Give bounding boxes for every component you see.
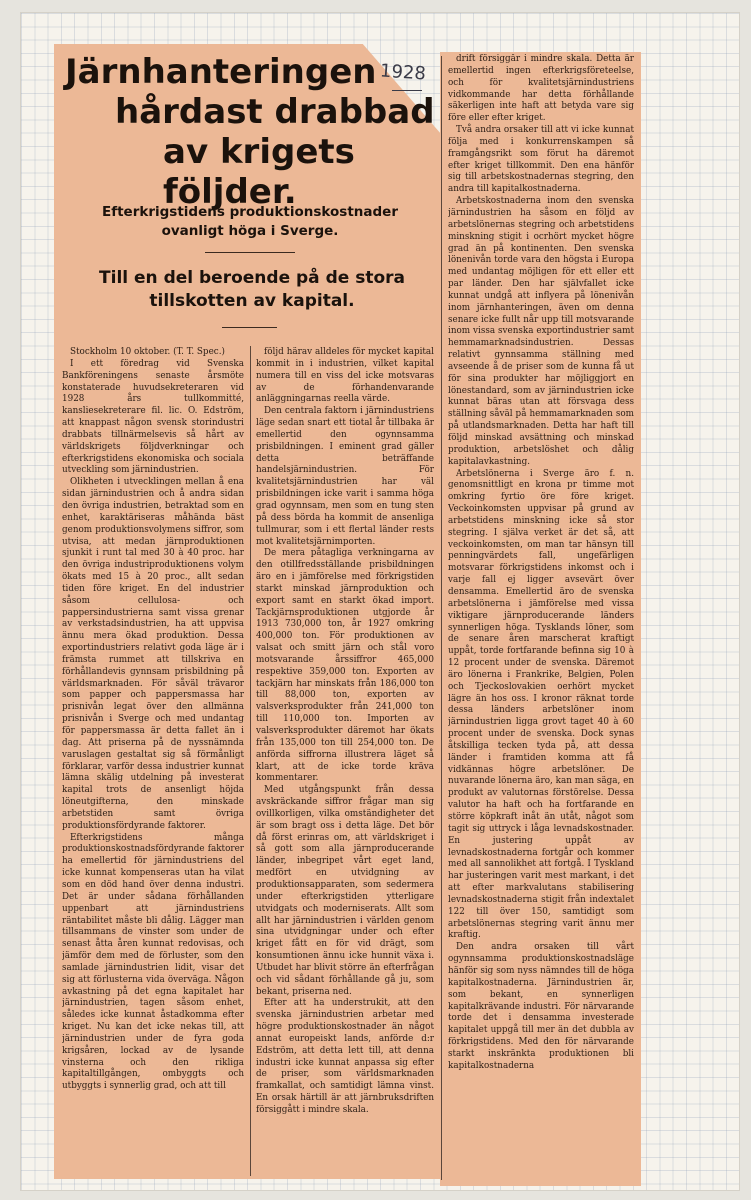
subheadline-1: Efterkrigstidens produktionskostnader ovanligt höga i Sverge. [102,204,398,239]
divider-rule-1 [205,252,295,253]
headline-line-3: av krigets följder. [163,132,355,212]
column-1-paragraph: Stockholm 10 oktober. (T. T. Spec.) [70,347,225,357]
column-3-paragraph: drift försiggår i mindre skala. Detta är emellertid ingen efterkrigsföreteelse, och för kvalitetsjärnindustriens vidkommande har detta förhållande säkerligen inte haft att betyda vare sig före eller efter kriget. [448,54,634,124]
column-1-paragraph: Efterkrigstidens många produktionskostnadsfördyrande faktorer ha emellertid för järnindustriens del icke kunnat kompenseras utan ha vilat som en död hand över denna industri. Det är under sådana förhållanden uppenbart att järnindustriens räntabilitet måste bli dålig. Lägger man tillsammans de vinster som under de senast åtta åren kunnat redovisas, och jämför dem med de förluster, som den samlade järnindustrien lidit, visar det sig att förlusterna vida överväga. Någon avkastning på det egna kapitalet har järnindustrien, tagen såsom enhet, således icke kunnat åstadkomma efter kriget. Nu kan det icke nekas till, att järnindustrien under de fyra goda krigsåren, lockad av de lysande vinsterna och den rikliga kapitaltillgången, ombyggts och utbyggts i synnerlig grad, och att till [62,832,244,1092]
handwritten-year: 1928 [379,60,427,85]
column-2-paragraph: De mera påtagliga verkningarna av den otillfredsställande prisbildningen äro en i jämförelse med förkrigstiden starkt minskad järnproduktion och export samt en starkt ökad import. Tackjärnsproduktionen utgjorde år 1913 730,000 ton, år 1927 omkring 400,000 ton. För produktionen av valsat och smitt järn och stål voro motsvarande årssiffror 465,000 respektive 359,000 ton. Exporten av tackjärn har minskats från 186,000 ton till 88,000 ton, exporten av valsverksprodukter från 241,000 ton till 110,000 ton. Importen av valsverksprodukter däremot har ökats från 135,000 ton till 254,000 ton. De anförda siffrorna illustrera läget så klart, att de icke torde kräva kommentarer. [256,548,434,784]
column-divider [441,56,442,1180]
column-2-paragraph: Efter att ha understrukit, att den svenska järnindustrien arbetar med högre produktionskostnader än något annat europeiskt lands, anförde d:r Edström, att detta lett till, att denna industri icke kunnat anpassa sig efter de priser, som världsmarknaden framkallat, och samtidigt lämna vinst. En orsak härtill är att järnbruksdriften försiggått i mindre skala. [256,998,434,1115]
handwritten-underline [392,90,422,91]
article-column-2 [256,347,434,1173]
column-divider [250,346,251,1176]
column-2-paragraph: följd härav alldeles för mycket kapital kommit in i industrien, vilket kapital numera till en viss del icke motsvaras av de förhandenvarande anläggningarnas reella värde. [256,347,434,405]
column-2-paragraph: Den centrala faktorn i järnindustriens läge sedan snart ett tiotal år tillbaka är emellertid den ogynnsamma prisbildningen. I eminent grad gäller detta beträffande handelsjärnindustrien. För kvalitetsjärnindustrien har väl prisbildningen icke varit i samma höga grad ogynnsam, men som en tung sten på dess börda ha kommit de ansenliga tullmurar, som i ett flertal länder rests mot kvalitetsjärnimporten. [256,406,434,547]
column-1-paragraph: Olikheten i utvecklingen mellan å ena sidan järnindustrien och å andra sidan den övriga industrien, betraktad som en enhet, karaktäriseras måhända bäst genom produktionsvolymens siffror, som utvisa, att medan järnproduktionen sjunkit i runt tal med 30 à 40 proc. har den övriga industriproduktionens volym ökats med 15 à 20 proc., allt sedan tiden före kriget. En del industrier såsom cellulosa- och pappersindustrierna samt vissa grenar av verkstadsindustrien, ha att uppvisa ännu mera ökad produktion. Dessa exportindustriers relativt goda läge är i främsta rummet att tillskriva en förhållandevis gynnsam prisbildning på världsmarknaden. För såväl trävaror som papper och pappersmassa har prisnivån legat över den allmänna prisnivån i Sverge och med undantag för pappersmassa är detta fallet än i dag. Att priserna på de nyssnämnda varuslagen gestaltat sig så förmånligt förklarar, varför dessa industrier kunnat lämna skälig utdelning på investerat kapital trots de ansenligt höjda löneutgifterna, den minskade arbetstiden samt övriga produktionsfördyrande faktorer. [62,477,244,831]
column-2-paragraph: Med utgångspunkt från dessa avskräckande siffror frågar man sig ovillkorligen, vilka omständigheter det är som bragt oss i detta läge. Det bör då först erinras om, att världskriget i så gott som alla järnproducerande länder, inbegripet vårt eget land, medfört en utvidgning av produktionsapparaten, som sedermera under efterkrigstiden ytterligare utvidgats och moderniserats. Allt som allt har järnindustrien i världen genom sina utvidgningar under och efter kriget fått en för vid drägt, som konsumtionen ännu icke hunnit växa i. Utbudet har blivit större än efterfrågan och vid sådant förhållande gå ju, som bekant, priserna ned. [256,785,434,997]
column-3-paragraph: Den andra orsaken till vårt ogynnsamma produktionskostnadsläge hänför sig som nyss nämndes till de höga kapitalkostnaderna. Järnindustrien är, som bekant, en synnerligen kapitalkrävande industri. För närvarande torde det i densamma investerade kapitalet uppgå till mer än det dubbla av förkrigstidens. Med den för närvarande starkt inskränkta produktionen bli kapitalkostnaderna [448,942,634,1071]
divider-rule-2 [222,327,277,328]
column-3-paragraph: Arbetskostnaderna inom den svenska järnindustrien ha såsom en följd av arbetslönernas stegring och arbetstidens minskning stigit i ocrhört mycket högre grad än på kontinenten. Den svenska lönenivån torde vara den högsta i Europa med undantag möjligen för ett eller ett par länder. Den har självfallet icke kunnat undgå att inflyera på lönenivån inom järnhanteringen, även om denna senare icke fullt når upp till motsvarande inom vissa svenska exportindustrier samt hemmamarknadsindustrien. Dessas relativt gynnsamma ställning med avseende å de priser som de kunna få ut för sina produkter har möjliggjort en lönestandard, som av järnindustrien icke kunnat bäras utan att försvaga dess ställning såväl på hemmamarknaden som på utlandsmarknaden. Detta har haft till följd minskad avsättning och minskad produktion, arbetslöshet och dålig kapitalavkastning. [448,196,634,467]
column-3-paragraph: Två andra orsaker till att vi icke kunnat följa med i konkurrenskampen så framgångsrikt som förut ha däremot efter kriget tillkommit. Den ena hänför sig till arbetskostnadernas stegring, den andra till kapitalkostnaderna. [448,125,634,195]
column-1-paragraph: I ett föredrag vid Svenska Bankföreningens senaste årsmöte konstaterade huvudsekreteraren vid 1928 års tullkommitté, kansliesekreterare fil. lic. O. Edström, att knappast någon svensk storindustri drabbats tillnärmelsevis så hårt av världskrigets följdverkningar och efterkrigstidens ekonomiska och sociala utveckling som järnindustrien. [62,358,244,476]
subheadline-2: Till en del beroende på de stora tillskotten av kapital. [99,268,405,311]
headline-line-2: hårdast drabbad [115,92,435,132]
article-column-1 [62,347,244,1173]
headline-line-1: Järnhanteringen [65,52,377,92]
article-column-3 [448,54,634,1182]
column-3-paragraph: Arbetslönerna i Sverge äro f. n. genomsnittligt en krona pr timme mot omkring fyrtio öre före kriget. Veckoinkomsten uppvisar på grund av arbetstidens minskning icke så stor stegring. I själva verket är det så, att veckoinkomsten, om man tar hänsyn till penningvärdets fall, ungefärligen motsvarar förkrigstidens inkomst och i varje fall ej ligger avsevärt över densamma. Emellertid äro de svenska arbetslönerna i jämförelse med vissa viktigare järnproducerande länders synnerligen höga. Tysklands löner, som de senare åren marscherat kraftigt uppåt, torde fortfarande befinna sig 10 à 12 procent under de svenska. Däremot äro lönerna i Frankrike, Belgien, Polen och Tjeckoslovakien oerhört mycket lägre än hos oss. I kronor räknat torde dessa länders arbetslöner inom järnindustrien ligga grovt taget 40 à 60 procent under de svenska. Dock synas åtskilliga tecken tyda på, att dessa länder i framtiden komma att få vidkännas högre arbetslöner. De nuvarande lönerna äro, kan man säga, en produkt av valutornas förstörelse. Dessa valutor ha haft och ha fortfarande en större köpkraft inåt än utåt, något som tagit sig uttryck i låga levnadskostnader. En justering uppåt av levnadskostnaderna fortgår och kommer med all sannolikhet att fortgå. I Tyskland har justeringen varit mest markant, i det att efter markvalutans stabilisering levnadskostnaderna stigit från indextalet 122 till över 150, samtidigt som arbetslönernas stegring varit ännu mer kraftig. [448,468,634,941]
